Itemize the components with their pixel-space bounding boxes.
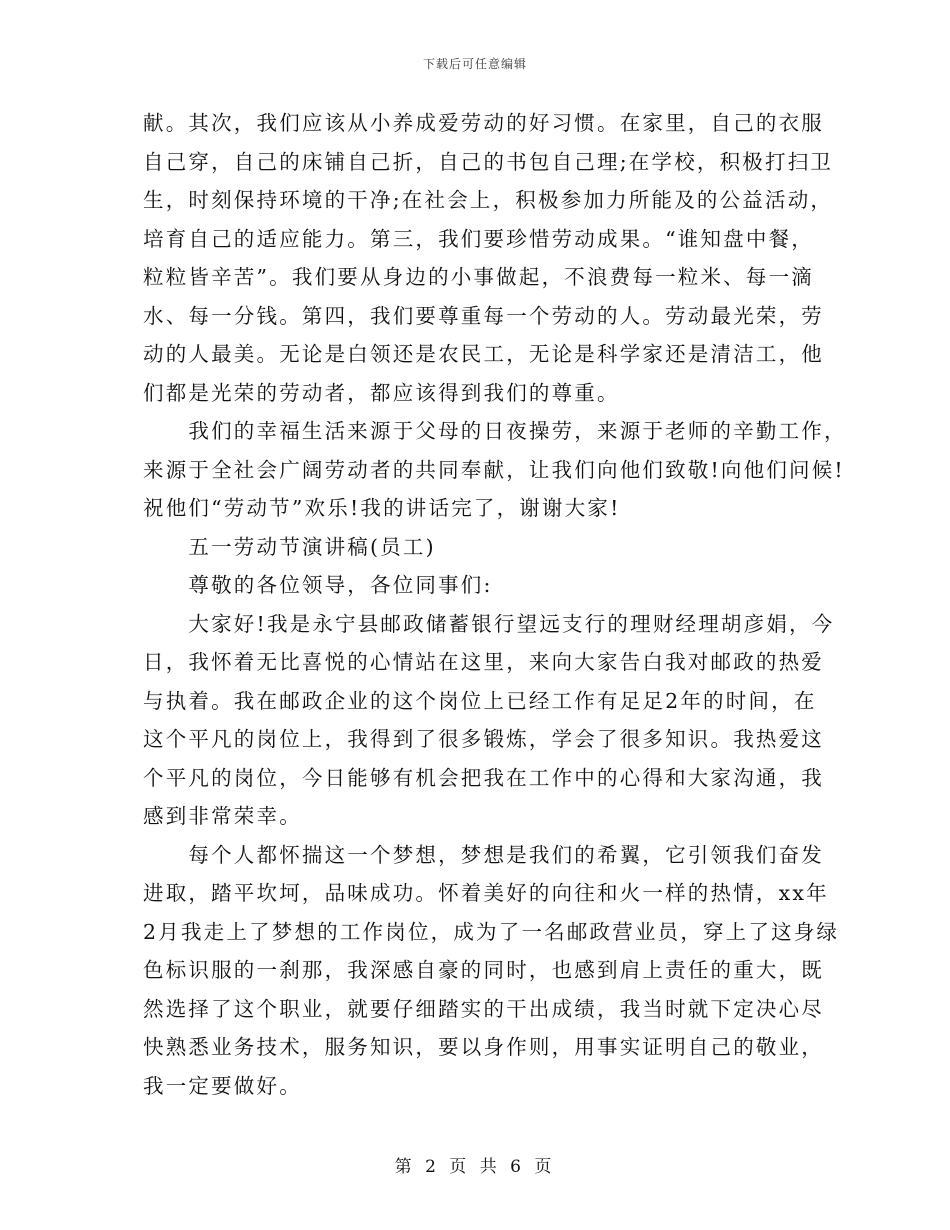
- text-line: 我一定要做好。: [143, 1073, 302, 1098]
- text-line: 生，时刻保持环境的干净;在社会上，积极参加力所能及的公益活动，: [143, 188, 834, 212]
- text-line: 我们的幸福生活来源于父母的日夜操劳，来源于老师的辛勤工作，: [143, 419, 847, 443]
- text-line: 自己穿，自己的床铺自己折，自己的书包自己理;在学校，积极打扫卫: [143, 149, 834, 174]
- text-line: 祝他们“劳动节”欢乐!我的讲话完了，谢谢大家!: [143, 496, 621, 520]
- page-footer: 第 2 页 共 6 页: [394, 1157, 556, 1177]
- document-body: [143, 104, 847, 1105]
- page-header: 下载后可任意编辑: [422, 57, 527, 71]
- text-line: 色标识服的一刹那，我深感自豪的同时，也感到肩上责任的重大，既: [143, 958, 824, 982]
- text-line: 个平凡的岗位，今日能够有机会把我在工作中的心得和大家沟通，我: [143, 765, 824, 790]
- text-line: 大家好!我是永宁县邮政储蓄银行望远支行的理财经理胡彦娟，今: [143, 611, 835, 636]
- text-line: 动的人最美。无论是白领还是农民工，无论是科学家还是清洁工，他: [143, 342, 824, 366]
- text-line: 每个人都怀揣这一个梦想，梦想是我们的希翼，它引领我们奋发: [143, 842, 824, 867]
- text-line: 这个平凡的岗位上，我得到了很多锻炼，学会了很多知识。我热爱这: [143, 727, 824, 751]
- text-line: 日，我怀着无比喜悦的心情站在这里，来向大家告白我对邮政的热爱: [143, 650, 824, 674]
- text-line: 然选择了这个职业，就要仔细踏实的干出成绩，我当时就下定决心尽: [143, 996, 824, 1021]
- text-line: 感到非常荣幸。: [143, 804, 302, 828]
- salutation: 尊敬的各位领导，各位同事们:: [143, 573, 493, 597]
- text-line: 粒粒皆辛苦”。我们要从身边的小事做起，不浪费每一粒米、每一滴: [143, 265, 814, 289]
- section-title: 五一劳动节演讲稿(员工): [143, 534, 436, 559]
- text-line: 水、每一分钱。第四，我们要尊重每一个劳动的人。劳动最光荣，劳: [143, 303, 824, 328]
- text-line: 献。其次，我们应该从小养成爱劳动的好习惯。在家里，自己的衣服: [143, 111, 824, 135]
- text-line: 来源于全社会广阔劳动者的共同奉献，让我们向他们致敬!向他们问候!: [143, 457, 845, 482]
- text-line: 培育自己的适应能力。第三，我们要珍惜劳动成果。“谁知盘中餐，: [143, 226, 814, 251]
- text-line: 与执着。我在邮政企业的这个岗位上已经工作有足足2年的时间，在: [143, 688, 817, 713]
- text-line: 们都是光荣的劳动者，都应该得到我们的尊重。: [143, 380, 620, 405]
- text-line: 快熟悉业务技术，服务知识，要以身作则，用事实证明自己的敬业，: [143, 1035, 824, 1059]
- text-line: 进取，踏平坎坷，品味成功。怀着美好的向往和火一样的热情，xx年: [143, 881, 829, 905]
- text-line: 2月我走上了梦想的工作岗位，成为了一名邮政营业员，穿上了这身绿: [143, 919, 840, 944]
